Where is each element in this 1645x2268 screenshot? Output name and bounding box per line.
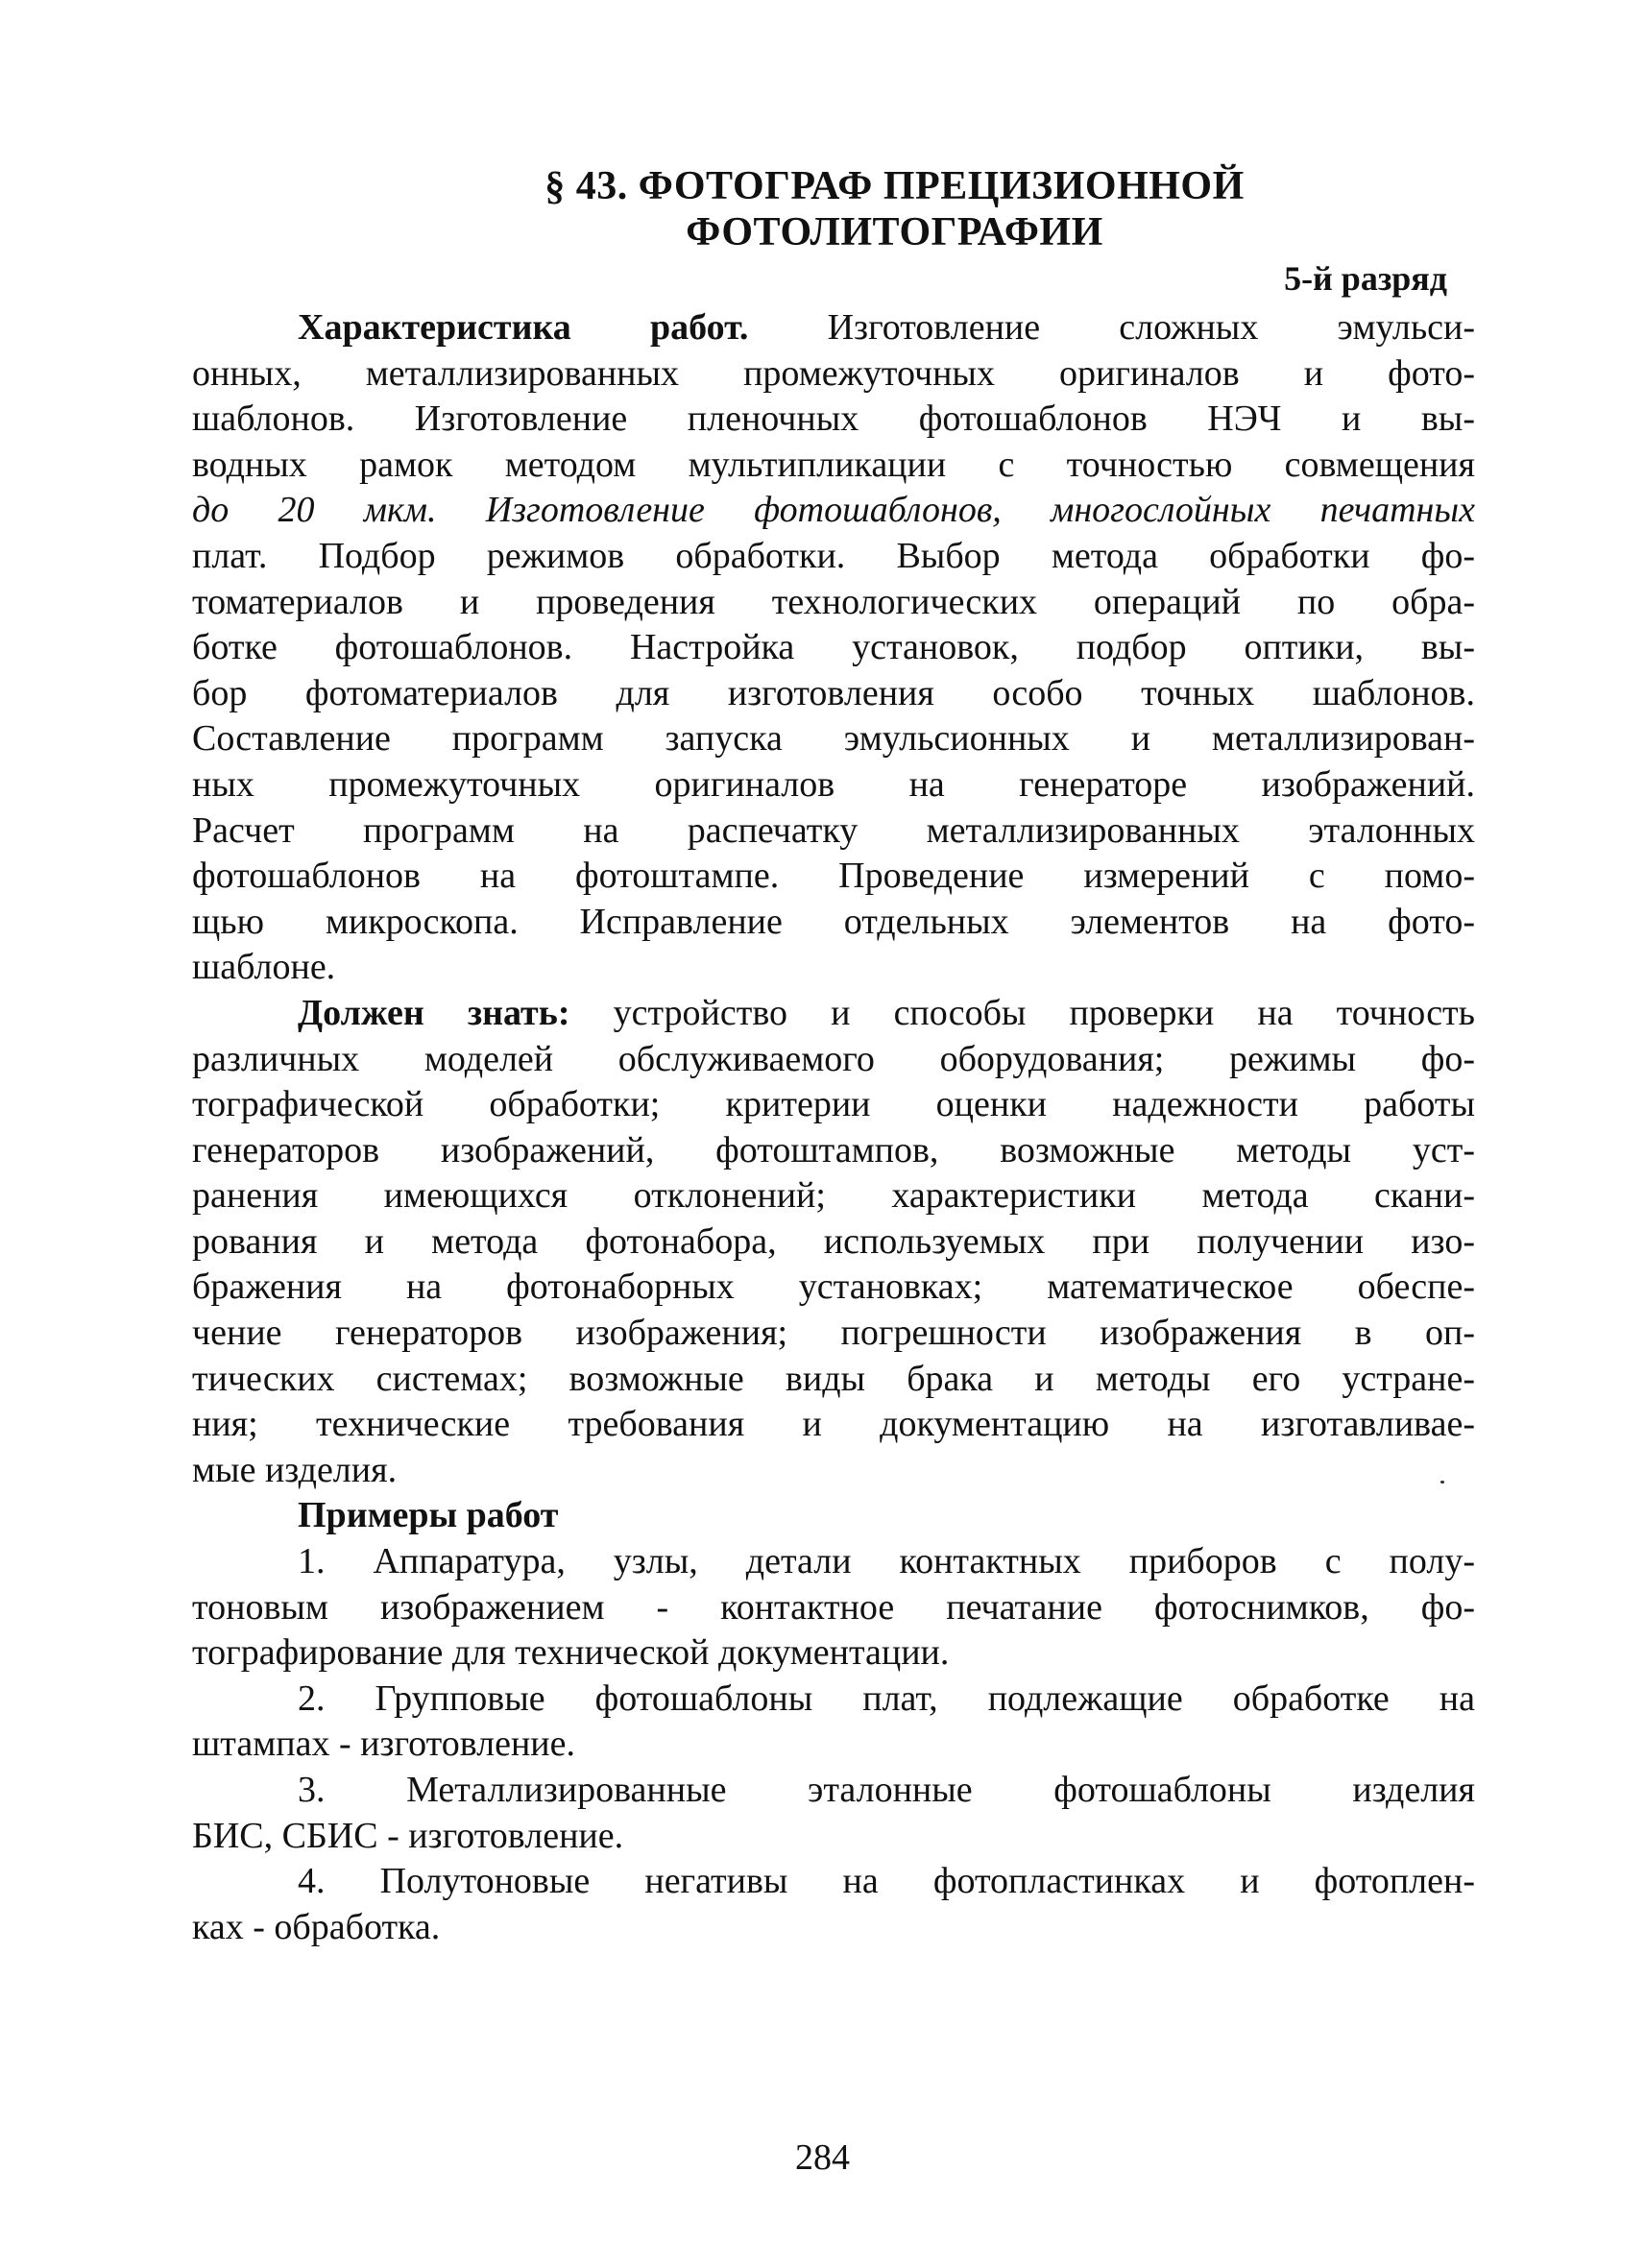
section-title-line-1: § 43. ФОТОГРАФ ПРЕЦИЗИОННОЙ (544, 164, 1245, 208)
char-line: шаблонов. Изготовление пленочных фотошаблонов НЭЧ и вы- (192, 398, 1475, 440)
char-line: фотошаблонов на фотоштампе. Проведение измерений с помо- (192, 856, 1475, 897)
char-line: ных промежуточных оригиналов на генераторе изображений. (192, 763, 1475, 805)
know-line: чение генераторов изображения; погрешности изображения в оп- (192, 1313, 1475, 1354)
example-1-line: 1. Аппаратура, узлы, детали контактных приборов с полу- (298, 1541, 1475, 1582)
know-line: мые изделия. (192, 1449, 398, 1490)
char-line: Изготовление сложных эмульси- (748, 307, 1476, 348)
know-line: тографической обработки; критерии оценки надежности работы (192, 1084, 1475, 1125)
char-line: до 20 мкм. Изготовление фотошаблонов, многослойных печатных (192, 490, 1475, 531)
know-line: различных моделей обслуживаемого оборудования; режимы фо- (192, 1038, 1475, 1079)
examples-heading: Примеры работ (298, 1495, 559, 1536)
scan-speck (1440, 1481, 1444, 1484)
example-4-line: ках - обработка. (192, 1906, 441, 1947)
example-3-line: БИС, СБИС - изготовление. (192, 1815, 624, 1856)
example-2-line: 2. Групповые фотошаблоны плат, подлежащие обработке на (298, 1677, 1475, 1719)
know-line: рования и метода фотонабора, используемых при получении изо- (192, 1220, 1475, 1262)
char-line: бор фотоматериалов для изготовления особо точных шаблонов. (192, 672, 1475, 713)
section-title-line-2: ФОТОЛИТОГРАФИИ (686, 210, 1103, 254)
char-line: водных рамок методом мультипликации с точностью совмещения (192, 444, 1475, 485)
char-paragraph-first-line (192, 305, 1475, 351)
know-line: ранения имеющихся отклонений; характеристики метода скани- (192, 1175, 1475, 1217)
example-4-line: 4. Полутоновые негативы на фотопластинках и фотоплен- (298, 1861, 1475, 1902)
know-line: бражения на фотонаборных установках; математическое обеспе- (192, 1267, 1475, 1308)
know-heading: Должен знать: (298, 992, 570, 1033)
char-line: шаблоне. (192, 947, 336, 988)
know-paragraph-first-line (192, 991, 1475, 1037)
know-line: ния; технические требования и документацию на изготавливае- (192, 1404, 1475, 1445)
document-body (192, 305, 1475, 1950)
char-line: ботке фотошаблонов. Настройка установок, подбор оптики, вы- (192, 627, 1475, 668)
example-2-line: штампах - изготовление. (192, 1724, 575, 1765)
know-line: тических системах; возможные виды брака и методы его устране- (192, 1358, 1475, 1399)
char-line: плат. Подбор режимов обработки. Выбор метода обработки фо- (192, 535, 1475, 576)
page-number: 284 (795, 2137, 850, 2178)
char-line: Расчет программ на распечатку металлизированных эталонных (192, 809, 1475, 851)
char-line: томатериалов и проведения технологических операций по обра- (192, 581, 1475, 622)
example-1-line: тоновым изображением - контактное печатание фотоснимков, фо- (192, 1586, 1475, 1628)
know-line: устройство и способы проверки на точность (569, 992, 1475, 1033)
example-3-line: 3. Металлизированные эталонные фотошаблоны изделия (298, 1770, 1475, 1810)
char-line: Составление программ запуска эмульсионных и металлизирован- (192, 718, 1475, 760)
know-line: генераторов изображений, фотоштампов, возможные методы уст- (192, 1129, 1475, 1170)
char-line: щью микроскопа. Исправление отдельных элементов на фото- (192, 901, 1475, 942)
example-1-line: тографирование для технической документации. (192, 1632, 950, 1674)
char-line: онных, металлизированных промежуточных оригиналов и фото- (192, 352, 1475, 394)
char-heading: Характеристика работ. (298, 307, 749, 348)
grade-label: 5-й разряд (1284, 259, 1447, 298)
